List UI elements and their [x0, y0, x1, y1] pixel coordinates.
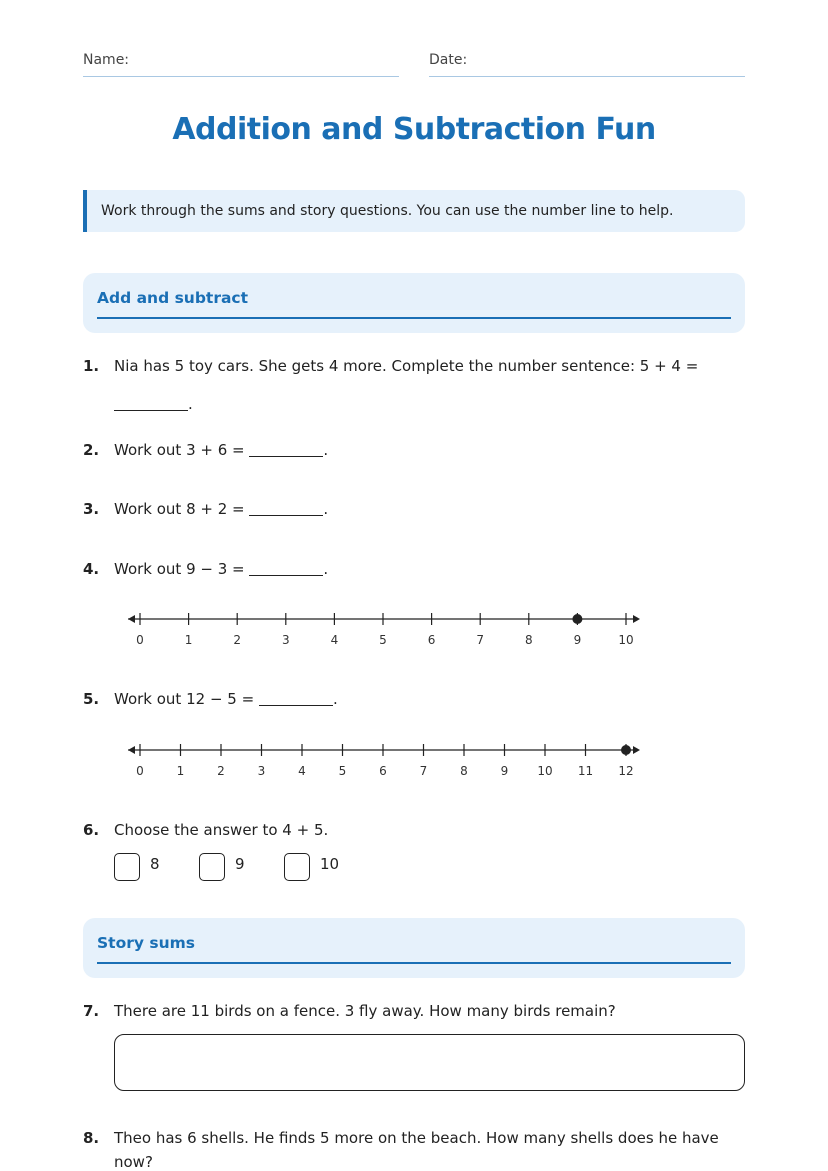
choice-label: 8	[150, 855, 160, 873]
section-divider	[97, 317, 731, 319]
question-number: 5.	[83, 690, 100, 708]
tick-label: 2	[217, 764, 225, 778]
name-label: Name:	[83, 52, 130, 68]
tick-label: 7	[476, 633, 485, 647]
tick-label: 7	[419, 764, 428, 778]
section-add-subtract	[83, 273, 745, 333]
question-number: 7.	[83, 1002, 100, 1020]
question-6	[83, 818, 745, 842]
answer-blank[interactable]	[114, 395, 188, 411]
question-3	[83, 497, 745, 521]
header-fields	[83, 52, 745, 78]
choice-label: 9	[235, 855, 245, 873]
arrow-left-icon	[128, 615, 135, 623]
number-line-0-10	[126, 608, 642, 648]
question-text: Work out 12 − 5 =	[114, 690, 255, 708]
question-2	[83, 438, 745, 462]
date-field[interactable]	[429, 52, 745, 77]
choice-label: 10	[320, 855, 340, 873]
name-field[interactable]	[83, 52, 399, 77]
question-text: Theo has 6 shells. He finds 5 more on the beach. How many shells does he have now?	[114, 1129, 719, 1171]
tick-label: 3	[257, 764, 266, 778]
question-suffix: .	[332, 690, 338, 708]
question-7	[83, 999, 745, 1023]
question-text: Work out 3 + 6 =	[114, 441, 245, 459]
date-label: Date:	[429, 52, 468, 68]
answer-box[interactable]	[114, 1034, 745, 1091]
tick-label: 2	[233, 633, 242, 647]
section-title: Story sums	[97, 934, 196, 952]
tick-label: 9	[500, 764, 509, 778]
tick-label: 3	[281, 633, 290, 647]
number-line-0-12	[126, 739, 642, 779]
checkbox[interactable]	[114, 853, 140, 881]
tick-label: 0	[136, 633, 144, 647]
tick-label: 4	[298, 764, 306, 778]
tick-label: 8	[524, 633, 533, 647]
number-line-graphic	[126, 739, 642, 779]
tick-label: 10	[618, 633, 634, 647]
tick-label: 1	[184, 633, 193, 647]
question-suffix: .	[188, 395, 193, 413]
question-suffix: .	[323, 560, 329, 578]
choice-options	[114, 853, 414, 883]
arrow-right-icon	[633, 746, 640, 754]
tick-label: 1	[176, 764, 185, 778]
question-number: 3.	[83, 500, 100, 518]
question-number: 4.	[83, 560, 100, 578]
tick-label: 5	[379, 633, 387, 647]
page-title: Addition and Subtraction Fun	[172, 112, 656, 147]
section-divider	[97, 962, 731, 964]
checkbox[interactable]	[199, 853, 225, 881]
marked-point	[572, 614, 582, 624]
intro-callout: Work through the sums and story questions. You can use the number line to help.	[83, 190, 745, 232]
arrow-left-icon	[128, 746, 135, 754]
question-number: 1.	[83, 357, 100, 375]
tick-label: 9	[573, 633, 582, 647]
question-number: 6.	[83, 821, 100, 839]
section-story-sums	[83, 918, 745, 978]
question-number: 8.	[83, 1129, 100, 1147]
question-5	[83, 687, 745, 711]
tick-label: 12	[618, 764, 634, 778]
question-8	[83, 1126, 745, 1171]
question-text: Work out 9 − 3 =	[114, 560, 245, 578]
question-text: Work out 8 + 2 =	[114, 500, 245, 518]
question-suffix: .	[323, 441, 329, 459]
answer-blank[interactable]	[249, 441, 323, 457]
question-text: Nia has 5 toy cars. She gets 4 more. Complete the number sentence: 5 + 4 =	[114, 357, 699, 375]
tick-label: 6	[379, 764, 387, 778]
answer-blank[interactable]	[249, 500, 323, 516]
tick-label: 5	[338, 764, 347, 778]
answer-blank[interactable]	[259, 690, 333, 706]
question-text: Choose the answer to 4 + 5.	[114, 821, 329, 839]
question-1	[83, 354, 745, 413]
question-4	[83, 557, 745, 581]
tick-label: 0	[136, 764, 144, 778]
tick-label: 6	[427, 633, 436, 647]
arrow-right-icon	[633, 615, 640, 623]
question-number: 2.	[83, 441, 100, 459]
tick-label: 8	[460, 764, 468, 778]
question-suffix: .	[323, 500, 329, 518]
tick-label: 10	[537, 764, 553, 778]
checkbox[interactable]	[284, 853, 310, 881]
number-line-graphic	[126, 608, 642, 648]
question-text: There are 11 birds on a fence. 3 fly away. How many birds remain?	[114, 1002, 616, 1020]
marked-point	[621, 745, 631, 755]
tick-label: 4	[330, 633, 339, 647]
answer-blank[interactable]	[249, 560, 323, 576]
section-title: Add and subtract	[97, 289, 249, 307]
tick-label: 11	[577, 764, 594, 778]
